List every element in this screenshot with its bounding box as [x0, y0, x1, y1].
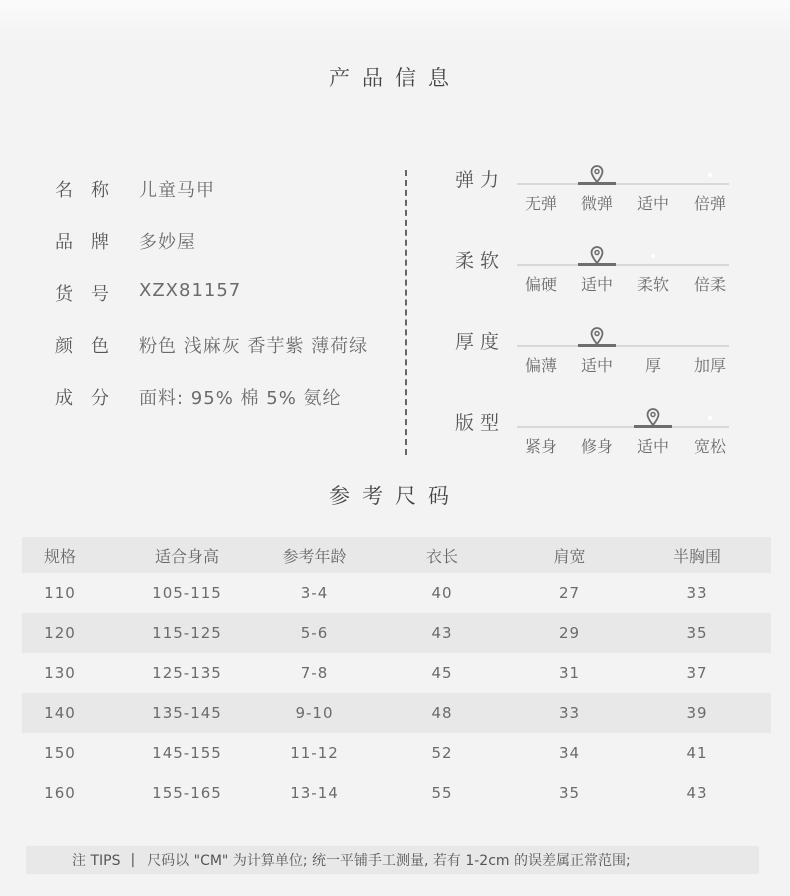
table-cell: 27	[558, 584, 581, 602]
location-pin-icon	[590, 165, 604, 183]
info-value: 儿童马甲	[139, 180, 215, 201]
scale-option: 倍柔	[693, 275, 726, 294]
scale-option: 适中	[636, 194, 669, 213]
table-cell: 130	[44, 664, 76, 682]
tips-separator: |	[130, 852, 136, 868]
table-cell: 41	[686, 744, 708, 762]
scale-option: 适中	[580, 356, 613, 375]
tips-label: 注 TIPS	[72, 853, 121, 869]
table-cell: 5-6	[300, 624, 329, 642]
table-cell: 3-4	[300, 584, 329, 602]
scale-label: 柔软	[455, 250, 506, 272]
scale-option: 倍弹	[693, 194, 726, 213]
scale-option: 修身	[580, 437, 613, 456]
size-table	[22, 537, 771, 813]
table-header-row	[22, 537, 771, 573]
scale-option: 适中	[636, 437, 669, 456]
table-cell: 115-125	[152, 624, 222, 642]
info-value: 面料: 95% 棉 5% 氨纶	[139, 388, 342, 409]
location-pin-icon	[590, 246, 604, 264]
table-cell: 48	[431, 704, 453, 722]
scale-2	[455, 246, 745, 316]
info-label: 名称	[55, 180, 127, 201]
scale-option: 适中	[580, 275, 613, 294]
scale-option: 偏硬	[524, 275, 557, 294]
table-cell: 145-155	[152, 744, 222, 762]
table-cell: 135-145	[152, 704, 222, 722]
scale-option: 加厚	[693, 356, 726, 375]
header-cell: 规格	[43, 546, 76, 566]
table-cell: 40	[431, 584, 453, 602]
table-cell: 43	[431, 624, 453, 642]
info-value: XZX81157	[139, 280, 242, 301]
table-cell: 110	[44, 584, 76, 602]
scale-label: 厚度	[455, 331, 506, 353]
table-cell: 105-115	[152, 584, 222, 602]
table-cell: 43	[686, 784, 708, 802]
table-cell: 29	[558, 624, 581, 642]
table-cell: 9-10	[295, 704, 334, 722]
scale-label: 弹力	[455, 169, 506, 191]
info-label: 品牌	[55, 232, 127, 253]
scale-track	[517, 183, 729, 185]
table-row	[22, 653, 771, 693]
table-cell: 39	[686, 704, 708, 722]
table-row	[22, 613, 771, 653]
table-cell: 33	[686, 584, 708, 602]
scale-option: 柔软	[636, 275, 669, 294]
scale-option: 偏薄	[524, 356, 557, 375]
header-cell: 衣长	[425, 546, 458, 566]
table-cell: 35	[558, 784, 581, 802]
table-cell: 140	[44, 704, 76, 722]
table-cell: 34	[558, 744, 581, 762]
info-value: 粉色 浅麻灰 香芋紫 薄荷绿	[139, 336, 369, 357]
table-cell: 31	[558, 664, 581, 682]
scale-4	[455, 408, 745, 478]
info-value: 多妙屋	[139, 232, 196, 253]
scale-track	[517, 426, 729, 428]
table-cell: 160	[44, 784, 76, 802]
table-cell: 45	[431, 664, 453, 682]
scale-track	[517, 345, 729, 347]
size-chart-heading: 参考尺码	[329, 484, 461, 508]
table-row	[22, 693, 771, 733]
scale-dot	[651, 254, 655, 258]
info-label: 货号	[55, 284, 127, 305]
tips-bar	[26, 846, 759, 874]
info-label: 成分	[55, 388, 127, 409]
table-cell: 150	[44, 744, 76, 762]
table-cell: 55	[431, 784, 453, 802]
scale-track	[517, 264, 729, 266]
table-cell: 33	[558, 704, 581, 722]
table-cell: 155-165	[152, 784, 222, 802]
table-row	[22, 773, 771, 813]
table-row	[22, 733, 771, 773]
scale-dot	[708, 416, 712, 420]
header-cell: 半胸围	[672, 546, 721, 566]
scale-label: 版型	[455, 412, 506, 434]
tips-text: 尺码以 "CM" 为计算单位; 统一平铺手工测量, 若有 1-2cm 的误差属正常范围;	[147, 853, 631, 869]
dashed-divider	[405, 170, 407, 455]
table-cell: 125-135	[152, 664, 222, 682]
table-cell: 11-12	[290, 744, 339, 762]
info-label: 颜色	[55, 336, 127, 357]
scale-option: 微弹	[580, 194, 613, 213]
table-cell: 37	[686, 664, 708, 682]
header-cell: 肩宽	[553, 546, 586, 566]
location-pin-icon	[646, 408, 660, 426]
header-cell: 适合身高	[154, 546, 219, 566]
table-cell: 120	[44, 624, 76, 642]
scale-option: 宽松	[693, 437, 726, 456]
table-cell: 13-14	[290, 784, 339, 802]
table-cell: 35	[686, 624, 708, 642]
top-band	[0, 0, 790, 40]
scale-option: 厚	[644, 356, 661, 375]
scale-option: 紧身	[524, 437, 557, 456]
scale-option: 无弹	[524, 194, 557, 213]
product-info-heading: 产品信息	[329, 66, 461, 90]
scale-3	[455, 327, 745, 397]
header-cell: 参考年龄	[282, 546, 347, 566]
location-pin-icon	[590, 327, 604, 345]
table-cell: 7-8	[300, 664, 329, 682]
scale-dot	[708, 173, 712, 177]
scale-1	[455, 165, 745, 235]
table-cell: 52	[431, 744, 453, 762]
table-row	[22, 573, 771, 613]
